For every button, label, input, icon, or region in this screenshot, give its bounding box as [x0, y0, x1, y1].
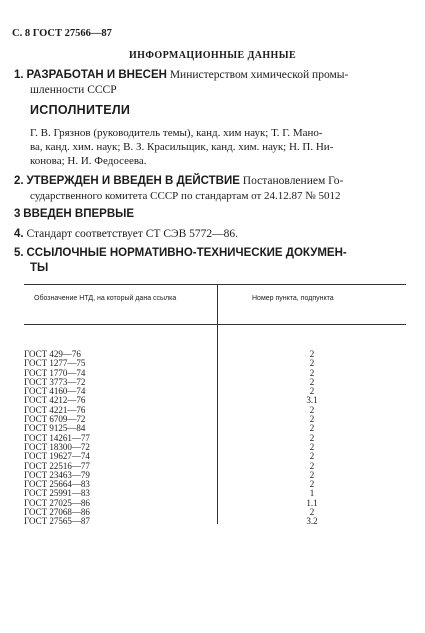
table-cell-point: 1 — [309, 488, 315, 499]
table-cell-document: ГОСТ 3773—72 — [24, 376, 86, 387]
table-cell-point: 2 — [309, 423, 315, 434]
section-1-text: Министерством химической промы- — [169, 69, 349, 81]
table-cell-point: 2 — [309, 404, 315, 415]
table-cell-document: ГОСТ 27025—86 — [24, 497, 90, 508]
table-top-rule — [24, 284, 406, 285]
section-5-heading: ССЫЛОЧНЫЕ НОРМАТИВНО-ТЕХНИЧЕСКИЕ ДОКУМЕН- — [26, 247, 347, 259]
table-cell-point: 3.2 — [306, 516, 318, 527]
table-cell-point: 2 — [309, 358, 315, 369]
reference-table — [24, 284, 406, 527]
table-cell-point: 1.1 — [306, 497, 318, 508]
section-5-heading-cont: ТЫ — [30, 262, 49, 274]
section-2-heading: УТВЕРЖДЕН И ВВЕДЕН В ДЕЙСТВИЕ — [26, 175, 240, 187]
table-cell-document: ГОСТ 27565—87 — [24, 516, 90, 527]
section-5 — [14, 246, 347, 261]
section-4 — [14, 227, 238, 242]
table-header-rule — [24, 324, 406, 325]
section-1-number: 1. — [14, 69, 24, 81]
section-2-line2: сударственного комитета СССР по стандартам от 24.12.87 № 5012 — [30, 190, 341, 202]
table-cell-point: 2 — [309, 441, 315, 452]
table-cell-point: 2 — [309, 414, 315, 425]
table-body — [24, 350, 406, 527]
table-cell-document: ГОСТ 429—76 — [24, 349, 81, 359]
table-cell-point: 3.1 — [306, 395, 318, 406]
table-cell-document: ГОСТ 23463—79 — [24, 469, 90, 480]
table-cell-document: ГОСТ 14261—77 — [24, 432, 90, 443]
executors-heading: ИСПОЛНИТЕЛИ — [30, 103, 131, 117]
table-cell-point: 2 — [309, 376, 315, 387]
table-cell-document: ГОСТ 22516—77 — [24, 460, 90, 471]
section-2-number: 2. — [14, 175, 24, 187]
section-2-text: Постановлением Го- — [242, 175, 344, 187]
table-cell-point: 2 — [309, 367, 315, 378]
table-cell-point: 2 — [309, 479, 315, 490]
section-5-line2 — [30, 261, 48, 276]
executors-line-1: Г. В. Грязнов (руководитель темы), канд. хим наук; Т. Г. Мано- — [30, 127, 323, 139]
table-cell-document: ГОСТ 9125—84 — [24, 423, 86, 434]
table-cell-document: ГОСТ 18300—72 — [24, 441, 90, 452]
section-1 — [14, 68, 348, 83]
table-cell-point: 2 — [309, 432, 315, 443]
executors-line-3: конова; Н. И. Федосеева. — [30, 155, 147, 167]
section-4-text: Стандарт соответствует СТ СЭВ 5772—86. — [26, 228, 239, 240]
table-cell-point: 2 — [309, 349, 315, 359]
table-cell-document: ГОСТ 4160—74 — [24, 386, 86, 397]
table-cell-document: ГОСТ 4221—76 — [24, 404, 86, 415]
section-5-number: 5. — [14, 247, 24, 259]
section-1-heading: РАЗРАБОТАН И ВНЕСЕН — [26, 69, 167, 81]
table-cell-point: 2 — [309, 507, 315, 518]
table-row — [24, 517, 406, 526]
table-cell-document: ГОСТ 1770—74 — [24, 367, 86, 378]
table-col1-header: Обозначение НТД, на который дана ссылка — [34, 295, 177, 302]
table-cell-point: 2 — [309, 460, 315, 471]
table-cell-document: ГОСТ 6709—72 — [24, 414, 86, 425]
page-title: ИНФОРМАЦИОННЫЕ ДАННЫЕ — [128, 50, 297, 61]
page-header: С. 8 ГОСТ 27566—87 — [12, 28, 112, 39]
section-2 — [14, 174, 343, 189]
table-cell-document: ГОСТ 19627—74 — [24, 451, 90, 462]
section-3-heading: ВВЕДЕН ВПЕРВЫЕ — [23, 208, 135, 220]
table-col2-header: Номер пункта, подпункта — [252, 295, 334, 302]
section-4-number: 4. — [14, 228, 24, 240]
section-3 — [14, 207, 134, 222]
table-cell-document: ГОСТ 1277—75 — [24, 358, 86, 369]
section-1-line2: шленности СССР — [30, 84, 117, 96]
table-cell-point: 2 — [309, 386, 315, 397]
table-cell-document: ГОСТ 27068—86 — [24, 507, 90, 518]
table-cell-point: 2 — [309, 451, 315, 462]
executors-line-2: ва, канд. хим. наук; В. З. Красильщик, канд. хим. наук; Н. П. Ни- — [30, 141, 334, 153]
section-3-number: 3 — [14, 208, 21, 220]
table-cell-document: ГОСТ 25991—83 — [24, 488, 90, 499]
table-cell-document: ГОСТ 25664—83 — [24, 479, 90, 490]
table-cell-document: ГОСТ 4212—76 — [24, 395, 86, 406]
table-cell-point: 2 — [309, 469, 315, 480]
